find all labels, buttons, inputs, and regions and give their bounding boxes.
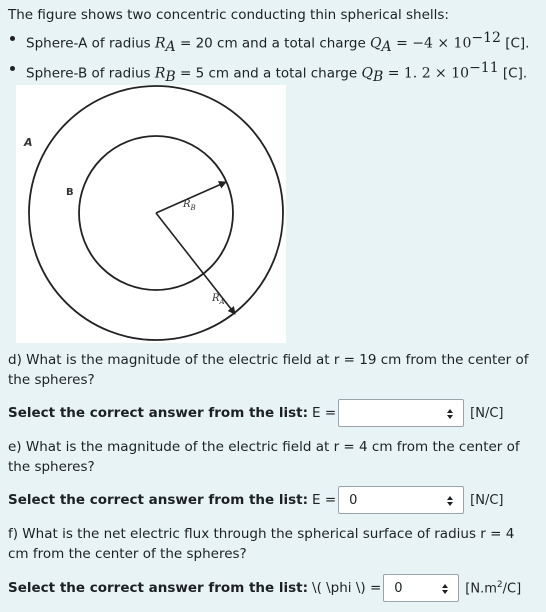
answer-row-f [8, 574, 521, 602]
label-rb: $R_B$ [183, 199, 196, 212]
selected-value-e: 0 [349, 492, 358, 508]
select-label-f: Select the correct answer from the list: [8, 580, 309, 596]
question-d: d) What is the magnitude of the electric field at r = 19 cm from the center of the spheres? [8, 352, 529, 388]
spheres-diagram [16, 85, 286, 343]
sphere-a-item: Sphere-A of radius $R_A = 20$ cm and a total charge $Q_A = -4 \times 10^{-12}$ [C]. [8, 28, 540, 58]
sphere-list [8, 28, 540, 88]
symbol-d: E = [312, 405, 337, 421]
unit-f: $[N.m^2/C]$ [465, 579, 522, 597]
unit-d: [N/C] [470, 405, 504, 421]
problem-intro [8, 5, 540, 88]
unit-e: [N/C] [470, 492, 504, 508]
label-a: A [24, 136, 33, 149]
chevron-updown-icon [447, 409, 454, 419]
symbol-e: E = [312, 492, 337, 508]
answer-select-e[interactable] [338, 486, 464, 514]
select-label-e: Select the correct answer from the list: [8, 492, 309, 508]
concentric-spheres-figure [16, 85, 286, 343]
answer-row-d [8, 399, 504, 427]
label-ra: $R_A$ [212, 293, 225, 306]
label-b: B [66, 187, 74, 198]
selected-value-f: 0 [394, 580, 403, 596]
sphere-b-item: Sphere-B of radius $R_B = 5$ cm and a total charge $Q_B = 1$. $2 \times 10^{-11}$ [C]. [8, 58, 540, 88]
symbol-f: \( \phi \) = [312, 580, 382, 596]
chevron-updown-icon [447, 496, 454, 506]
question-f: f) What is the net electric flux through the spherical surface of radius r = 4 cm from the center of the spheres? [8, 526, 515, 562]
select-label-d: Select the correct answer from the list: [8, 405, 309, 421]
answer-row-e [8, 486, 504, 514]
answer-select-f[interactable] [383, 574, 459, 602]
intro-text: The figure shows two concentric conducting thin spherical shells: [8, 7, 449, 23]
answer-select-d[interactable] [338, 399, 464, 427]
question-e: e) What is the magnitude of the electric field at r = 4 cm from the center of the spheres? [8, 439, 520, 475]
chevron-updown-icon [442, 584, 449, 594]
